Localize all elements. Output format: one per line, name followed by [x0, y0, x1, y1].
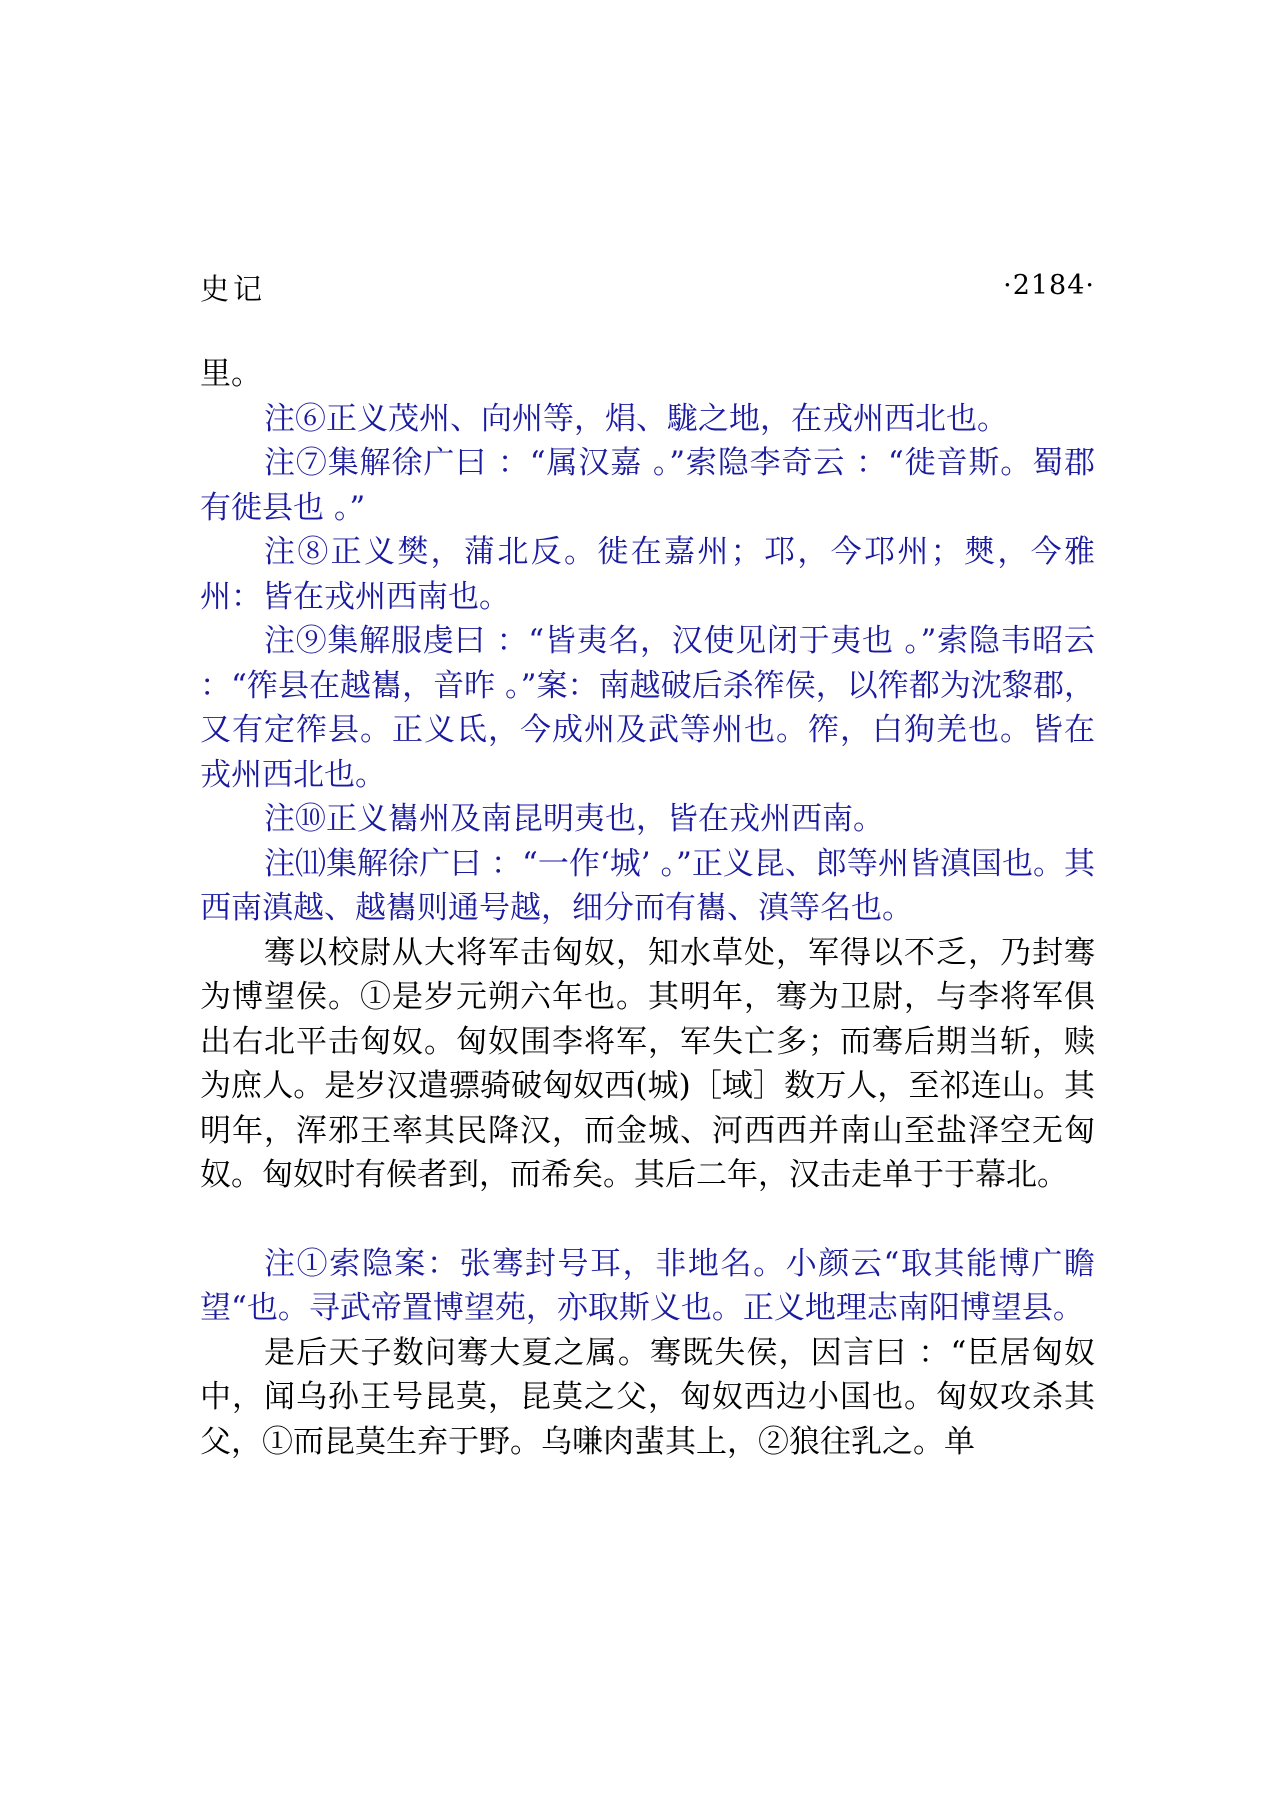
main-paragraph: 里。 — [200, 356, 262, 392]
main-paragraph: 是后天子数问骞大夏之属。骞既失侯，因言曰 ：“臣居匈奴中，闻乌孙王号昆莫，昆莫之父，匈奴西边小国也。匈奴攻杀其父，①而昆莫生弃于野。乌嗛肉蜚其上，②狼往乳之。单 — [200, 1334, 1095, 1460]
running-title: 史记 — [200, 272, 267, 306]
paragraph-gap — [200, 1198, 1095, 1242]
note-paragraph: 注①索隐案：张骞封号耳，非地名。小颜云“取其能博广瞻望“也。寻武帝置博望苑，亦取斯义也。正义地理志南阳博望县。 — [200, 1245, 1095, 1326]
note-paragraph: 注⑨集解服虔曰 ：“皆夷名，汉使见闭于夷也 。”索隐韦昭云 ：“筰县在越巂，音昨 。”案：南越破后杀筰侯，以筰都为沈黎郡，又有定筰县。正义氐，今成州及武等州也。筰，白狗羌也。皆在戎州西北也。 — [200, 623, 1095, 793]
note-paragraph: 注⑦集解徐广曰 ：“属汉嘉 。”索隐李奇云 ：“徙音斯。蜀郡有徙县也 。” — [200, 445, 1095, 526]
note-paragraph: 注⑩正义巂州及南昆明夷也，皆在戎州西南。 — [264, 801, 884, 837]
note-paragraph: 注⑾集解徐广曰 ：“一作‘城’ 。”正义昆、郎等州皆滇国也。其西南滇越、越巂则通号越，细分而有巂、滇等名也。 — [200, 845, 1095, 926]
page-number: ·2184· — [1003, 270, 1095, 301]
body-text — [200, 352, 1095, 1464]
note-paragraph: 注⑧正义樊，蒲北反。徙在嘉州；邛，今邛州；僰，今雅州：皆在戎州西南也。 — [200, 534, 1095, 615]
main-paragraph: 骞以校尉从大将军击匈奴，知水草处，军得以不乏，乃封骞为博望侯。①是岁元朔六年也。其明年，骞为卫尉，与李将军俱出右北平击匈奴。匈奴围李将军，军失亡多；而骞后期当斩，赎为庶人。是岁汉遣骠骑破匈奴西(城)［域］数万人，至祁连山。其明年，浑邪王率其民降汉，而金城、河西西并南山至盐泽空无匈奴。匈奴时有候者到，而希矣。其后二年，汉击走单于于幕北。 — [200, 934, 1095, 1193]
note-paragraph: 注⑥正义茂州、向州等，焆、駹之地，在戎州西北也。 — [264, 400, 1008, 437]
